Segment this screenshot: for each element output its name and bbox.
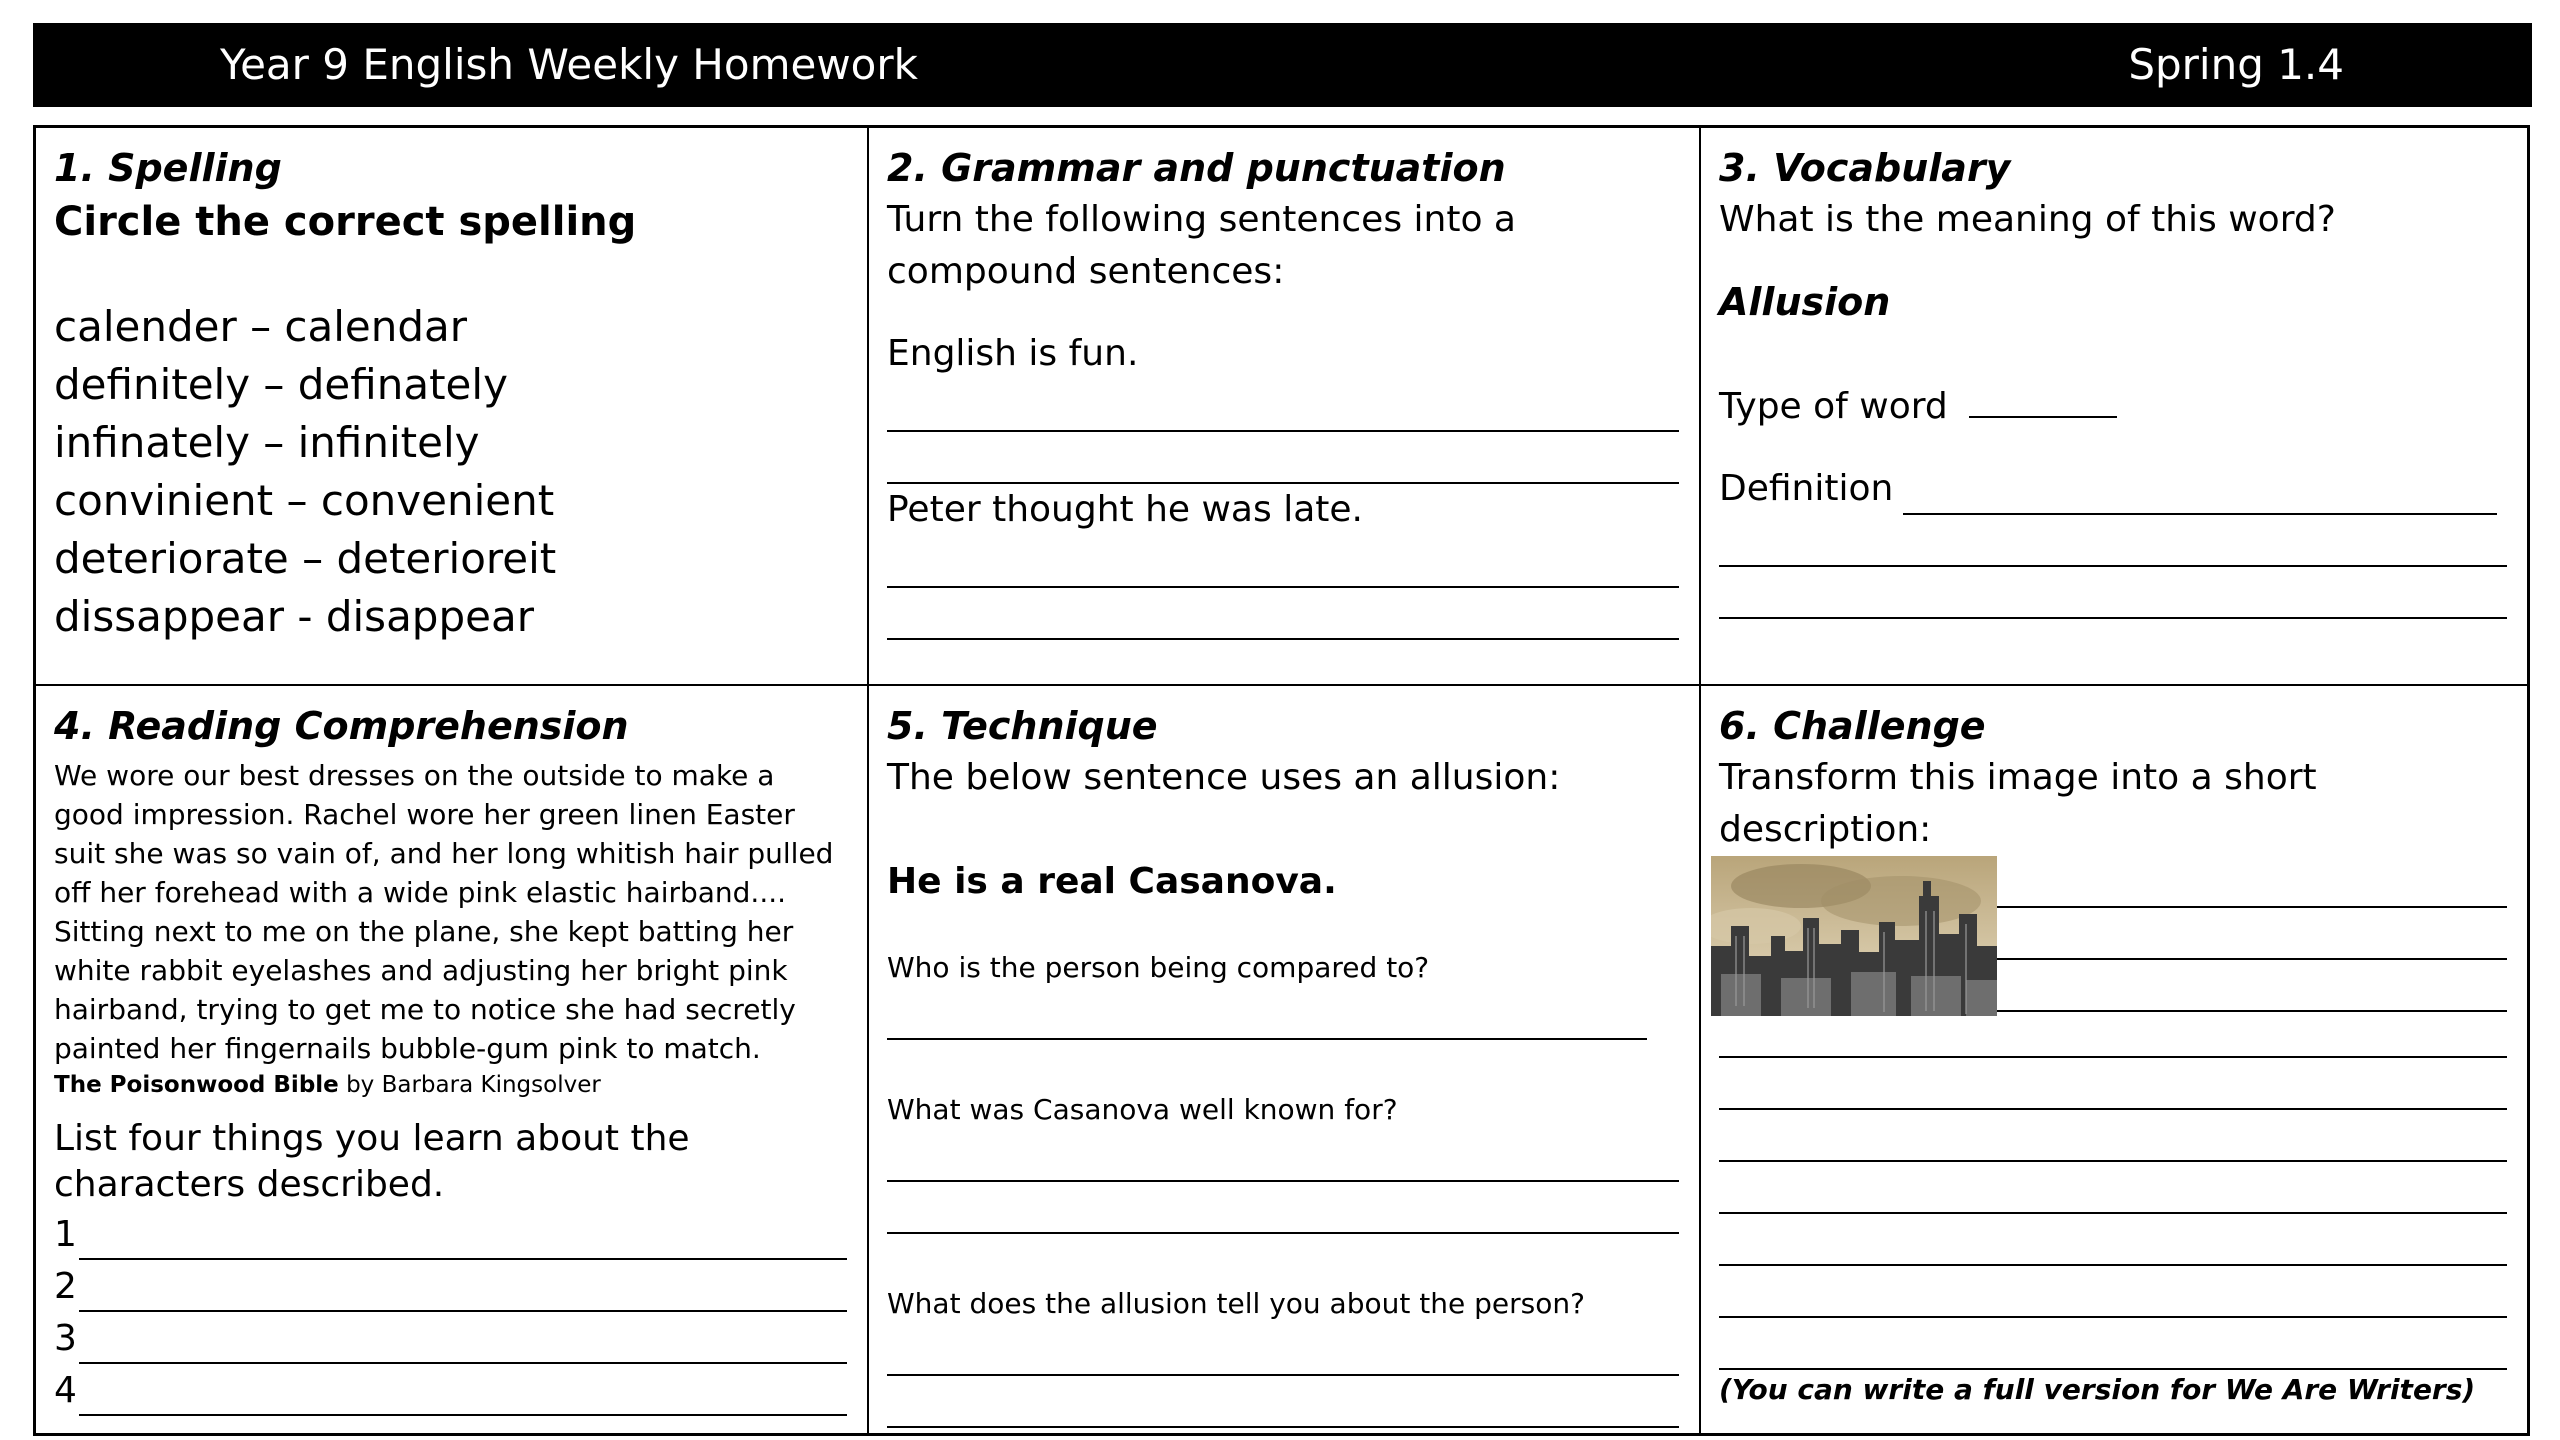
answer-line[interactable] [887, 432, 1679, 484]
section-title: 4. Reading Comprehension [54, 704, 629, 748]
challenge-note: (You can write a full version for We Are Writers) [1719, 1373, 2476, 1406]
answer-number: 3 [54, 1318, 77, 1359]
answer-line[interactable] [1719, 1318, 2507, 1370]
numbered-answer-4[interactable] [54, 1364, 847, 1416]
answer-line[interactable] [1719, 1110, 2507, 1162]
answer-line[interactable] [887, 1130, 1679, 1182]
grammar-sentence-1: English is fun. [887, 333, 1139, 374]
page-title: Year 9 English Weekly Homework [220, 40, 918, 89]
word-type-blank[interactable] [1969, 380, 2117, 418]
section-title: 2. Grammar and punctuation [887, 146, 1506, 190]
grammar-instruction: Turn the following sentences into a compound sentences: [887, 199, 1516, 292]
section-title: 5. Technique [887, 704, 1158, 748]
spelling-section [36, 128, 869, 686]
vocabulary-question: What is the meaning of this word? [1719, 199, 2336, 240]
vocabulary-section [1701, 128, 2527, 686]
answer-line[interactable] [79, 1374, 847, 1416]
image-with-lines [1711, 856, 2507, 1016]
numbered-answer-3[interactable] [54, 1312, 847, 1364]
technique-section [869, 686, 1701, 1433]
answer-line[interactable] [887, 988, 1647, 1040]
technique-intro: The below sentence uses an allusion: [887, 757, 1561, 798]
homework-grid [33, 125, 2530, 1436]
term-label: Spring 1.4 [2128, 40, 2344, 89]
answer-line[interactable] [79, 1270, 847, 1312]
spelling-pair[interactable]: calender – calendar [54, 302, 468, 351]
citation [54, 1068, 847, 1102]
allusion-sentence: He is a real Casanova. [887, 861, 1337, 902]
grammar-section [869, 128, 1701, 686]
spelling-pair[interactable]: definitely – definately [54, 360, 508, 409]
image-side-lines [1997, 856, 2507, 1012]
definition-row [1719, 463, 2507, 515]
numbered-answer-1[interactable] [54, 1208, 847, 1260]
word-type-label: Type of word [1719, 386, 1948, 427]
answer-line[interactable] [1719, 1214, 2507, 1266]
challenge-section [1701, 686, 2527, 1433]
section-title: 3. Vocabulary [1719, 146, 2011, 190]
answer-line[interactable] [1719, 1266, 2507, 1318]
answer-number: 4 [54, 1370, 77, 1411]
spelling-pair[interactable]: deteriorate – deterioreit [54, 534, 557, 583]
answer-line[interactable] [887, 1324, 1679, 1376]
reading-task: List four things you learn about the characters described. [54, 1118, 690, 1205]
answer-line[interactable] [1997, 856, 2507, 908]
technique-question-3: What does the allusion tell you about the person? [887, 1287, 1585, 1320]
answer-line[interactable] [79, 1218, 847, 1260]
header-bar [33, 23, 2532, 107]
city-skyline-photo [1711, 856, 1997, 1016]
definition-label: Definition [1719, 468, 1894, 509]
answer-line[interactable] [79, 1322, 847, 1364]
answer-line[interactable] [1719, 1058, 2507, 1110]
numbered-answer-2[interactable] [54, 1260, 847, 1312]
reading-passage: We wore our best dresses on the outside to make a good impression. Rachel wore her green linen Easter suit she was so vain of, and her long whitish hair pulled off her forehead with a wide pink elastic hairband.... Sitting next to me on the plane, she kept batting her white rabbit eyelashes and adjusting her bright pink hairband, trying to get me to notice she had secretly painted her fingernails bubble-gum pink to match. [54, 759, 834, 1065]
spelling-list [54, 298, 847, 646]
answer-number: 1 [54, 1214, 77, 1255]
answer-line[interactable] [887, 536, 1679, 588]
answer-line[interactable] [887, 1376, 1679, 1428]
answer-line[interactable] [887, 380, 1679, 432]
spelling-pair[interactable]: convinient – convenient [54, 476, 555, 525]
word-type-row [1719, 380, 2507, 433]
book-title: The Poisonwood Bible [54, 1072, 339, 1098]
spelling-pair[interactable]: infinately – infinitely [54, 418, 480, 467]
answer-line[interactable] [1997, 908, 2507, 960]
answer-line[interactable] [1719, 1162, 2507, 1214]
answer-line[interactable] [1719, 515, 2507, 567]
answer-line[interactable] [887, 588, 1679, 640]
answer-number: 2 [54, 1266, 77, 1307]
technique-question-1: Who is the person being compared to? [887, 951, 1430, 984]
section-title: 1. Spelling [54, 146, 282, 190]
answer-line[interactable] [1997, 960, 2507, 1012]
definition-blank[interactable] [1903, 477, 2497, 515]
answer-line[interactable] [1719, 567, 2507, 619]
reading-section [36, 686, 869, 1433]
grammar-sentence-2: Peter thought he was late. [887, 489, 1363, 530]
technique-question-2: What was Casanova well known for? [887, 1093, 1398, 1126]
challenge-instruction: Transform this image into a short description: [1719, 757, 2317, 850]
vocabulary-word: Allusion [1719, 280, 1891, 324]
answer-line[interactable] [887, 1182, 1679, 1234]
spelling-pair[interactable]: dissappear - disappear [54, 592, 534, 641]
book-author: by Barbara Kingsolver [346, 1072, 601, 1098]
section-title: 6. Challenge [1719, 704, 1986, 748]
spelling-instruction: Circle the correct spelling [54, 199, 637, 245]
